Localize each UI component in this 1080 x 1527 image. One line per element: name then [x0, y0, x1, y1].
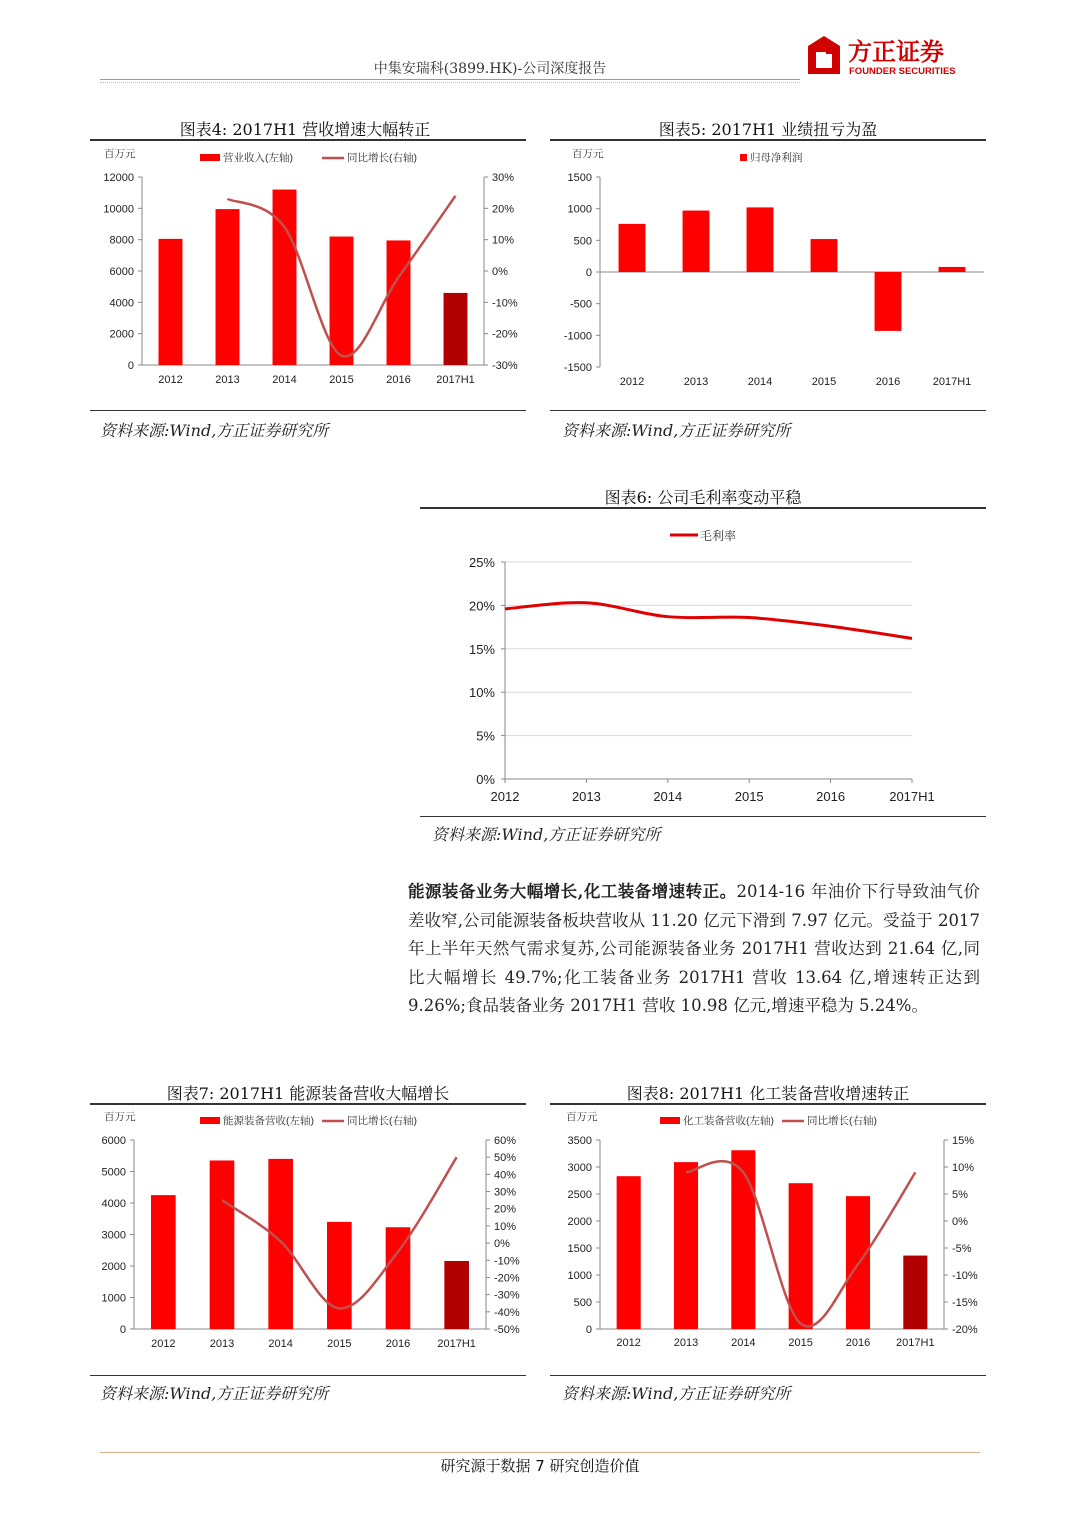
- logo-text-en: FOUNDER SECURITIES: [849, 66, 956, 77]
- y-tick-label: 25%: [468, 555, 495, 570]
- y-tick-label: 4000: [101, 1198, 126, 1210]
- y-tick-label: 2000: [109, 328, 134, 341]
- bar-2015: [811, 239, 838, 272]
- chart5-title: 图表5: 2017H1 业绩扭亏为盈: [658, 120, 878, 139]
- x-tick-label: 2012: [490, 789, 520, 804]
- y-tick-label: 10000: [103, 203, 134, 216]
- y2-tick-label: -40%: [494, 1306, 520, 1319]
- legend-line-label: 同比增长(右轴): [807, 1115, 877, 1127]
- x-tick-label: 2015: [329, 374, 354, 386]
- y-tick-label: 500: [573, 1297, 592, 1309]
- x-tick-label: 2014: [747, 376, 773, 388]
- y2-tick-label: 10%: [492, 234, 515, 247]
- y2-tick-label: -5%: [952, 1243, 972, 1255]
- chart6-bottom-rule: [420, 816, 986, 817]
- paragraph-text: 2014-16 年油价下行导致油气价差收窄,公司能源装备板块营收从 11.20 亿元下滑到 7.97 亿元。受益于 2017 年上半年天然气需求复苏,公司能源装备业务 2017H1 营收达到 21.64 亿,同比大幅增长 49.7%;化工装备业务 2017H1 营收 13.64 亿,增速转正达到 9.26%;食品装备业务 2017H1 营收 10.98 亿元,增速平稳为 5.24%。: [408, 882, 980, 1015]
- y-tick-label: 15%: [468, 641, 495, 657]
- y2-tick-label: 15%: [952, 1135, 975, 1147]
- y2-tick-label: -50%: [494, 1324, 520, 1336]
- chart5-net-profit: [550, 141, 986, 409]
- x-tick-label: 2013: [683, 376, 709, 388]
- x-tick-label: 2014: [731, 1337, 756, 1349]
- chart4-bottom-rule: [90, 410, 526, 411]
- bar-2015: [789, 1183, 813, 1329]
- bar-2015: [327, 1222, 352, 1329]
- chart6-source: 资料来源:Wind,方正证券研究所: [432, 825, 661, 844]
- y2-tick-label: 20%: [492, 203, 515, 216]
- y-tick-label: 2000: [567, 1216, 592, 1228]
- y-tick-label: 1500: [567, 172, 592, 184]
- x-tick-label: 2015: [811, 376, 837, 388]
- y2-tick-label: -30%: [494, 1289, 520, 1302]
- chart5-bottom-rule: [550, 410, 986, 411]
- bar-2014: [268, 1159, 293, 1329]
- y-tick-label: 5%: [476, 728, 495, 744]
- y2-tick-label: 20%: [494, 1203, 517, 1216]
- legend-bar-label: 归母净利润: [750, 152, 803, 164]
- header-rule: [100, 79, 800, 80]
- y2-tick-label: 0%: [494, 1238, 510, 1251]
- bar-2012: [619, 224, 646, 272]
- y2-tick-label: -10%: [494, 1255, 520, 1268]
- x-tick-label: 2012: [619, 376, 645, 388]
- y2-tick-label: 60%: [494, 1135, 517, 1147]
- bar-2013: [683, 211, 710, 272]
- x-tick-label: 2014: [268, 1338, 293, 1350]
- x-tick-label: 2017H1: [436, 374, 475, 386]
- y-tick-label: 8000: [109, 234, 134, 247]
- legend-bar-label: 化工装备营收(左轴): [683, 1115, 774, 1127]
- chart4-source: 资料来源:Wind,方正证券研究所: [100, 421, 329, 440]
- chart6-title: 图表6: 公司毛利率变动平稳: [604, 488, 802, 507]
- y-tick-label: 1000: [101, 1292, 126, 1305]
- x-tick-label: 2016: [816, 789, 846, 804]
- footer-text: 研究源于数据 7 研究创造价值: [440, 1457, 640, 1475]
- x-tick-label: 2015: [734, 789, 764, 804]
- legend-bar-swatch: [740, 154, 747, 161]
- x-tick-label: 2013: [673, 1337, 699, 1349]
- legend-line-label: 同比增长(右轴): [347, 152, 417, 164]
- bar-2012: [151, 1195, 176, 1329]
- y-tick-label: 0: [127, 360, 134, 372]
- y2-tick-label: 30%: [492, 172, 515, 184]
- y2-tick-label: 40%: [494, 1169, 517, 1182]
- y-tick-label: 0: [119, 1324, 126, 1336]
- y2-tick-label: -20%: [952, 1324, 978, 1336]
- y2-tick-label: 5%: [952, 1189, 968, 1201]
- body-paragraph: [408, 878, 980, 1021]
- y-tick-label: 1500: [567, 1243, 592, 1255]
- y-tick-label: 3500: [567, 1135, 592, 1147]
- y-tick-label: -1500: [563, 362, 592, 374]
- footer-rule: [100, 1452, 980, 1453]
- x-tick-label: 2017H1: [896, 1337, 935, 1349]
- chart4-revenue-growth: [90, 141, 526, 409]
- y2-tick-label: 0%: [952, 1216, 968, 1228]
- y-tick-label: -1000: [563, 330, 592, 343]
- x-tick-label: 2017H1: [437, 1338, 476, 1350]
- y-tick-label: -500: [569, 298, 592, 311]
- x-tick-label: 2017H1: [932, 376, 972, 388]
- chart7-title: 图表7: 2017H1 能源装备营收大幅增长: [166, 1084, 450, 1103]
- bar-2017H1: [444, 293, 468, 365]
- x-tick-label: 2012: [158, 374, 183, 386]
- x-tick-label: 2016: [875, 376, 901, 388]
- y-tick-label: 4000: [109, 297, 134, 310]
- chart7-source: 资料来源:Wind,方正证券研究所: [100, 1384, 329, 1403]
- y-tick-label: 20%: [468, 598, 495, 614]
- x-tick-label: 2016: [845, 1337, 871, 1349]
- chart8-chemical-equipment: [550, 1105, 986, 1373]
- bar-2016: [875, 272, 902, 331]
- bar-2014: [273, 190, 297, 365]
- legend-bar-swatch: [200, 1117, 220, 1124]
- y2-tick-label: 0%: [492, 266, 508, 278]
- bar-2014: [731, 1150, 755, 1329]
- chart8-bottom-rule: [550, 1375, 986, 1376]
- y2-tick-label: -15%: [952, 1297, 978, 1309]
- bar-2016: [387, 240, 411, 365]
- logo-text-cn: 方正证券: [848, 39, 944, 66]
- unit-label: 百万元: [572, 148, 604, 160]
- y-tick-label: 0: [585, 267, 592, 279]
- chart8-title: 图表8: 2017H1 化工装备营收增速转正: [626, 1084, 910, 1103]
- x-tick-label: 2017H1: [889, 789, 935, 804]
- founder-securities-logo: [804, 34, 974, 78]
- y-tick-label: 2500: [567, 1189, 592, 1201]
- x-tick-label: 2015: [788, 1337, 813, 1349]
- bar-2012: [617, 1176, 641, 1329]
- y-tick-label: 3000: [101, 1229, 126, 1242]
- document-header-title: 中集安瑞科(3899.HK)-公司深度报告: [373, 61, 607, 77]
- chart8-source: 资料来源:Wind,方正证券研究所: [562, 1384, 791, 1403]
- x-tick-label: 2016: [385, 1338, 411, 1350]
- y2-tick-label: 10%: [952, 1162, 975, 1174]
- y2-tick-label: -20%: [494, 1272, 520, 1285]
- x-tick-label: 2016: [386, 374, 411, 386]
- y2-tick-label: 30%: [494, 1186, 517, 1199]
- header-rule-dotted: [100, 82, 800, 83]
- legend-bar-swatch: [660, 1117, 680, 1124]
- y-tick-label: 6000: [101, 1135, 126, 1147]
- bar-2017H1: [903, 1256, 927, 1329]
- legend-bar-label: 能源装备营收(左轴): [223, 1115, 314, 1127]
- x-tick-label: 2014: [272, 374, 297, 386]
- bar-2016: [386, 1227, 411, 1329]
- x-tick-label: 2012: [616, 1337, 641, 1349]
- unit-label: 百万元: [104, 1111, 136, 1123]
- x-tick-label: 2012: [151, 1338, 176, 1350]
- y2-tick-label: -30%: [492, 360, 518, 372]
- legend-line-label: 毛利率: [700, 529, 737, 543]
- y-tick-label: 5000: [101, 1166, 126, 1179]
- y2-tick-label: -10%: [492, 297, 518, 310]
- y2-tick-label: 10%: [494, 1220, 517, 1233]
- chart6-gross-margin: [420, 509, 986, 815]
- y-tick-label: 0%: [476, 772, 495, 787]
- gross-margin-line: [505, 603, 912, 639]
- x-tick-label: 2013: [571, 789, 601, 804]
- chart7-energy-equipment: [90, 1105, 526, 1373]
- y2-tick-label: -20%: [492, 328, 518, 341]
- chart7-bottom-rule: [90, 1375, 526, 1376]
- y-tick-label: 500: [573, 235, 592, 248]
- y-tick-label: 12000: [103, 172, 134, 184]
- x-tick-label: 2013: [215, 374, 240, 386]
- y-tick-label: 0: [585, 1324, 592, 1336]
- bar-2013: [674, 1162, 698, 1329]
- y-tick-label: 3000: [567, 1162, 592, 1174]
- y-tick-label: 10%: [468, 685, 495, 701]
- legend-line-label: 同比增长(右轴): [347, 1115, 417, 1127]
- y2-tick-label: 50%: [494, 1152, 517, 1165]
- bar-2012: [159, 239, 183, 365]
- paragraph-lead: 能源装备业务大幅增长,化工装备增速转正。: [408, 882, 737, 901]
- x-tick-label: 2013: [209, 1338, 235, 1350]
- bar-2017H1: [444, 1261, 469, 1329]
- bar-2014: [747, 207, 774, 272]
- x-tick-label: 2015: [327, 1338, 352, 1350]
- bar-2013: [216, 209, 240, 365]
- chart5-source: 资料来源:Wind,方正证券研究所: [562, 421, 791, 440]
- legend-bar-swatch: [200, 154, 220, 161]
- y-tick-label: 1000: [567, 1270, 592, 1282]
- legend-bar-label: 营业收入(左轴): [223, 152, 293, 164]
- y2-tick-label: -10%: [952, 1270, 978, 1282]
- bar-2013: [210, 1160, 235, 1329]
- chart4-title: 图表4: 2017H1 营收增速大幅转正: [179, 120, 431, 139]
- y-tick-label: 2000: [101, 1261, 126, 1273]
- y-tick-label: 1000: [567, 203, 592, 216]
- bar-2017H1: [939, 267, 966, 272]
- x-tick-label: 2014: [653, 789, 683, 804]
- unit-label: 百万元: [566, 1111, 598, 1123]
- y-tick-label: 6000: [109, 266, 134, 278]
- unit-label: 百万元: [104, 148, 136, 160]
